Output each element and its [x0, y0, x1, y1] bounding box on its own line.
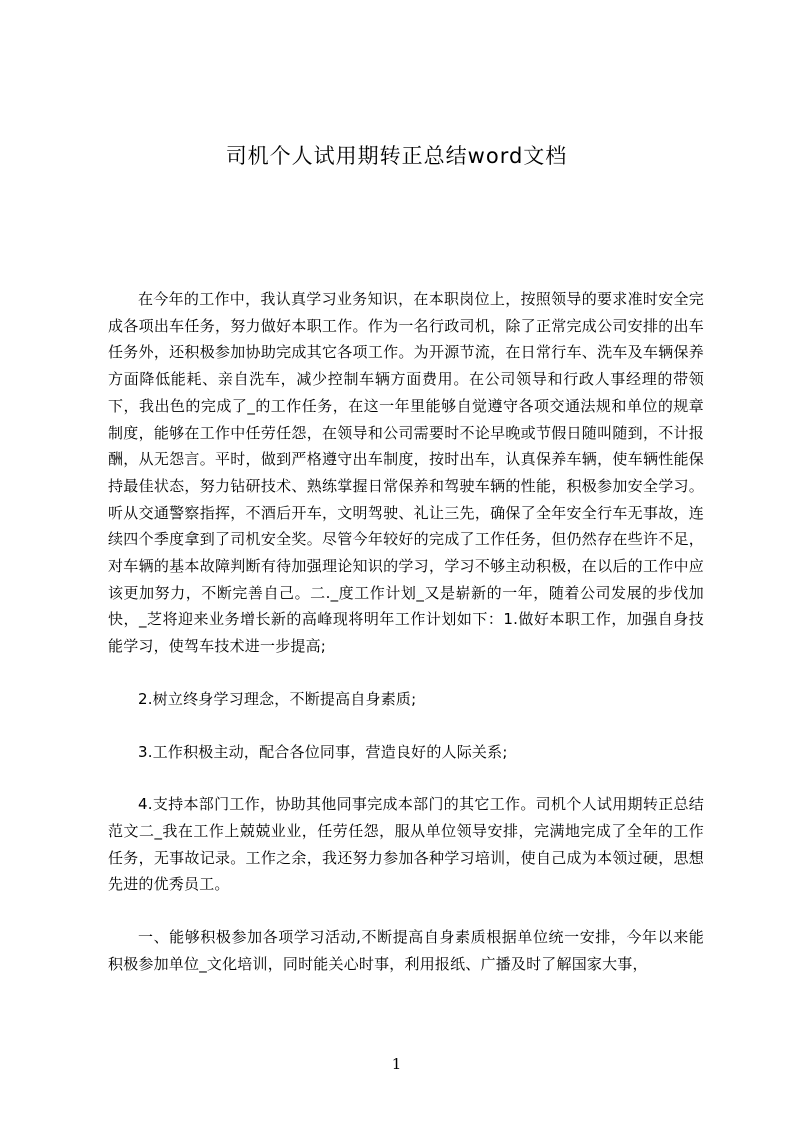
document-title: 司机个人试用期转正总结word文档: [225, 144, 568, 168]
paragraph-plan-item-4: 4.支持本部门工作，协助其他同事完成本部门的其它工作。司机个人试用期转正总结范文二_我在工作上兢兢业业，任劳任怨，服从单位领导安排，完满地完成了全年的工作任务，无事故记录。工作之余，我还努力参加各种学习培训，使自己成为本领过硬，思想先进的优秀员工。: [108, 795, 704, 894]
page-number: 1: [391, 1055, 402, 1073]
paragraph-work-summary: 在今年的工作中，我认真学习业务知识，在本职岗位上，按照领导的要求准时安全完成各项出车任务，努力做好本职工作。作为一名行政司机，除了正常完成公司安排的出车任务外，还积极参加协助完成其它各项工作。为开源节流，在日常行车、洗车及车辆保养方面降低能耗、亲自洗车，减少控制车辆方面费用。在公司领导和行政人事经理的带领下，我出色的完成了_的工作任务，在这一年里能够自觉遵守各项交通法规和单位的规章制度，能够在工作中任劳任怨，在领导和公司需要时不论早晚或节假日随叫随到，不计报酬，从无怨言。平时，做到严格遵守出车制度，按时出车，认真保养车辆，使车辆性能保持最佳状态，努力钻研技术、熟练掌握日常保养和驾驶车辆的性能，积极参加安全学习。听从交通警察指挥，不酒后开车，文明驾驶、礼让三先，确保了全年安全行车无事故，连续四个季度拿到了司机安全奖。尽管今年较好的完成了工作任务，但仍然存在些许不足，对车辆的基本故障判断有待加强理论知识的学习，学习不够主动积极，在以后的工作中应该更加努力，不断完善自己。二._度工作计划_又是崭新的一年，随着公司发展的步伐加快，_芝将迎来业务增长新的高峰现将明年工作计划如下：1.做好本职工作，加强自身技能学习，使驾车技术进一步提高;: [108, 290, 704, 656]
paragraph-section-one: 一、能够积极参加各项学习活动,不断提高自身素质根据单位统一安排，今年以来能积极参加单位_文化培训，同时能关心时事，利用报纸、广播及时了解国家大事，: [108, 928, 704, 973]
paragraph-plan-item-2: 2.树立终身学习理念，不断提高自身素质;: [138, 689, 417, 708]
paragraph-plan-item-3: 3.工作积极主动，配合各位同事，营造良好的人际关系;: [138, 742, 508, 761]
document-body: [108, 286, 704, 977]
